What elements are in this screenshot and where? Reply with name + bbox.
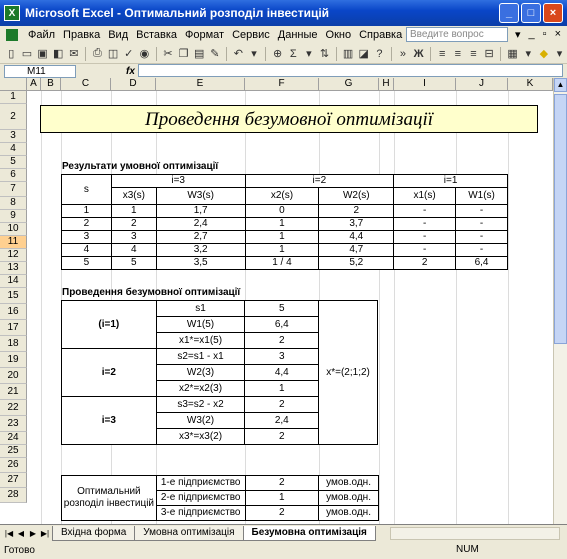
unconditional-optimization-table: [61, 300, 378, 445]
sheet-tab-bar: [0, 524, 567, 541]
table-cell[interactable]: 2: [394, 257, 456, 270]
prev-sheet-icon[interactable]: ◀: [17, 528, 25, 538]
menu-help[interactable]: Справка: [359, 29, 403, 41]
row-header-6[interactable]: 6: [0, 169, 27, 182]
row-header-17[interactable]: 17: [0, 320, 27, 336]
copy-icon[interactable]: ❐: [178, 48, 189, 60]
tab-conditional-optimization[interactable]: Умовна оптимізація: [134, 526, 243, 541]
new-icon[interactable]: ▯: [8, 48, 15, 60]
select-all-corner[interactable]: [0, 78, 27, 91]
conditional-results-table: [61, 174, 508, 270]
table-cell[interactable]: умов.одн.: [319, 491, 379, 506]
row-header-10[interactable]: 10: [0, 223, 27, 236]
first-sheet-icon[interactable]: |◀: [4, 528, 14, 538]
preview-icon[interactable]: ◫: [107, 48, 119, 60]
table-cell[interactable]: умов.одн.: [319, 476, 379, 491]
standard-toolbar: [0, 44, 567, 64]
row-header-2[interactable]: 2: [0, 104, 27, 130]
formula-bar: [0, 64, 567, 78]
column-header-f[interactable]: F: [245, 78, 319, 91]
table-cell[interactable]: 4,7: [319, 244, 394, 257]
row-header-18[interactable]: 18: [0, 336, 27, 352]
row-header-24[interactable]: 24: [0, 432, 27, 445]
row-header-25[interactable]: 25: [0, 445, 27, 458]
worksheet-grid[interactable]: [0, 78, 553, 524]
window-titlebar: [0, 0, 567, 26]
column-header-c[interactable]: C: [61, 78, 111, 91]
table-cell[interactable]: 4,4: [245, 365, 319, 381]
table-cell[interactable]: x1*=x1(5): [156, 333, 245, 349]
table-cell[interactable]: 2-е підприємство: [156, 491, 245, 506]
table-cell[interactable]: 2,7: [156, 231, 245, 244]
undo-dropdown-icon[interactable]: ▾: [251, 48, 257, 60]
menu-insert[interactable]: Вставка: [136, 29, 178, 41]
column-header-b[interactable]: B: [41, 78, 61, 91]
optimal-distribution-table: [61, 475, 379, 521]
row-header-23[interactable]: 23: [0, 416, 27, 432]
table-row: [62, 244, 508, 257]
table-row: [62, 476, 379, 491]
table-cell[interactable]: W1(5): [156, 317, 245, 333]
open-icon[interactable]: ▭: [21, 48, 33, 60]
row-header-14[interactable]: 14: [0, 275, 27, 288]
table-cell[interactable]: 2: [245, 506, 319, 521]
table-cell[interactable]: 6,4: [245, 317, 319, 333]
header-x1: x1(s): [394, 188, 456, 205]
row-header-13[interactable]: 13: [0, 262, 27, 275]
sort-icon[interactable]: ⇅: [319, 48, 330, 60]
table-cell[interactable]: -: [456, 205, 508, 218]
row-header-4[interactable]: 4: [0, 143, 27, 156]
tab-unconditional-optimization[interactable]: Безумовна оптимізація: [243, 526, 376, 541]
table-cell[interactable]: 3: [111, 231, 156, 244]
table-cell[interactable]: 1: [245, 231, 319, 244]
table-cell[interactable]: -: [394, 231, 456, 244]
hyperlink-icon[interactable]: ⊕: [273, 48, 283, 60]
spelling-icon[interactable]: ✓: [124, 48, 134, 60]
borders-icon[interactable]: ▦: [507, 48, 518, 60]
header-i2: i=2: [245, 175, 394, 188]
table-cell[interactable]: 2: [319, 205, 394, 218]
fill-color-icon[interactable]: ◆: [539, 48, 549, 60]
table-cell[interactable]: 2: [62, 218, 112, 231]
drawing-icon[interactable]: ◪: [358, 48, 369, 60]
table-cell[interactable]: s2=s1 - x1: [156, 349, 245, 365]
table-cell[interactable]: 1 / 4: [245, 257, 319, 270]
cut-icon[interactable]: ✂: [163, 48, 173, 60]
table-row: [62, 205, 508, 218]
section2-label: Проведення безумовної оптимізації: [62, 287, 241, 298]
table-cell[interactable]: 2: [245, 429, 319, 445]
row-header-9[interactable]: 9: [0, 210, 27, 223]
table-cell[interactable]: W3(2): [156, 413, 245, 429]
sheet-title: Проведення безумовної оптимізації: [40, 105, 538, 133]
fill-color-dropdown-icon[interactable]: ▾: [556, 48, 563, 60]
table-cell[interactable]: 2: [111, 218, 156, 231]
fx-icon[interactable]: fx: [126, 65, 135, 77]
name-box[interactable]: M11: [4, 65, 76, 78]
table-cell[interactable]: 1-е підприємство: [156, 476, 245, 491]
table-cell[interactable]: 3: [62, 231, 112, 244]
table-row: [62, 231, 508, 244]
row-header-3[interactable]: 3: [0, 130, 27, 143]
table-cell[interactable]: W2(3): [156, 365, 245, 381]
table-cell[interactable]: x2*=x2(3): [156, 381, 245, 397]
autosum-icon[interactable]: Σ: [289, 47, 297, 60]
table-cell[interactable]: 2: [245, 333, 319, 349]
row-header-15[interactable]: 15: [0, 288, 27, 304]
table-cell[interactable]: -: [456, 231, 508, 244]
optimal-vector: x*=(2;1;2): [319, 301, 378, 445]
table-cell[interactable]: s3=s2 - x2: [156, 397, 245, 413]
align-right-icon[interactable]: ≡: [470, 47, 477, 60]
close-button[interactable]: ×: [543, 3, 563, 23]
menu-view[interactable]: Вид: [108, 29, 129, 41]
horizontal-scrollbar[interactable]: [390, 527, 560, 540]
menu-data[interactable]: Данные: [277, 29, 318, 41]
column-header-a[interactable]: A: [27, 78, 41, 91]
table-cell[interactable]: 2: [245, 476, 319, 491]
table-cell[interactable]: -: [394, 218, 456, 231]
menu-file[interactable]: Файл: [28, 29, 56, 41]
table-cell[interactable]: 5: [245, 301, 319, 317]
section1-label: Результати умовної оптимізації: [62, 161, 219, 172]
table-cell[interactable]: 1: [62, 205, 112, 218]
table-cell[interactable]: 1: [111, 205, 156, 218]
bold-icon[interactable]: Ж: [413, 47, 424, 60]
table-cell[interactable]: 2: [245, 397, 319, 413]
table-cell[interactable]: -: [456, 218, 508, 231]
scroll-thumb[interactable]: [554, 94, 567, 344]
table-cell[interactable]: 5: [111, 257, 156, 270]
row-header-7[interactable]: 7: [0, 182, 27, 197]
tab-input-form[interactable]: Вхідна форма: [52, 526, 135, 541]
more-buttons-icon[interactable]: »: [399, 47, 406, 60]
autosum-dropdown-icon[interactable]: ▾: [306, 48, 312, 60]
column-header-e[interactable]: E: [156, 78, 245, 91]
table-cell[interactable]: 4: [111, 244, 156, 257]
table-cell[interactable]: -: [394, 205, 456, 218]
formula-input[interactable]: [138, 64, 563, 77]
research-icon[interactable]: ◉: [139, 48, 150, 60]
table-cell[interactable]: 3,5: [156, 257, 245, 270]
row-header-28[interactable]: 28: [0, 488, 27, 503]
table-row: [62, 301, 378, 317]
table-cell[interactable]: 4: [62, 244, 112, 257]
header-i1: i=1: [394, 175, 508, 188]
table-cell[interactable]: 0: [245, 205, 319, 218]
maximize-button[interactable]: □: [521, 3, 541, 23]
row-header-8[interactable]: 8: [0, 197, 27, 210]
chart-icon[interactable]: ▥: [342, 48, 354, 60]
row-header-16[interactable]: 16: [0, 304, 27, 320]
print-icon[interactable]: ⎙: [93, 47, 102, 59]
doc-close-button[interactable]: ×: [554, 28, 561, 40]
table-cell[interactable]: 5: [62, 257, 112, 270]
row-header-22[interactable]: 22: [0, 400, 27, 416]
ask-question-input[interactable]: Введите вопрос: [406, 27, 508, 42]
align-center-icon[interactable]: ≡: [454, 47, 461, 60]
row-header-5[interactable]: 5: [0, 156, 27, 169]
format-painter-icon[interactable]: ✎: [210, 48, 220, 60]
table-cell[interactable]: 4,4: [319, 231, 394, 244]
menu-edit[interactable]: Правка: [63, 29, 101, 41]
column-header-h[interactable]: H: [379, 78, 394, 91]
table-cell[interactable]: 5,2: [319, 257, 394, 270]
column-header-i[interactable]: I: [394, 78, 456, 91]
row-header-12[interactable]: 12: [0, 249, 27, 262]
table-cell[interactable]: x3*=x3(2): [156, 429, 245, 445]
doc-restore-button[interactable]: ▫: [542, 28, 547, 40]
status-text: Готово: [4, 544, 35, 556]
group-label: i=2: [62, 349, 157, 397]
row-header-11[interactable]: 11: [0, 236, 27, 249]
column-header-g[interactable]: G: [319, 78, 379, 91]
vertical-scrollbar[interactable]: [553, 78, 567, 524]
table-cell[interactable]: 3,2: [156, 244, 245, 257]
doc-minimize-button[interactable]: _: [528, 28, 535, 40]
workbook-icon[interactable]: [6, 29, 18, 41]
header-x3: x3(s): [111, 188, 156, 205]
ask-dropdown-icon[interactable]: ▾: [515, 29, 521, 41]
status-bar: [0, 541, 567, 559]
permission-icon[interactable]: ◧: [53, 48, 64, 60]
scroll-up-icon[interactable]: ▲: [554, 78, 567, 92]
row-header-1[interactable]: 1: [0, 91, 27, 104]
table-cell[interactable]: -: [394, 244, 456, 257]
header-s: s: [62, 175, 112, 205]
table-cell[interactable]: 2,4: [245, 413, 319, 429]
header-w3: W3(s): [156, 188, 245, 205]
table-cell[interactable]: 1: [245, 491, 319, 506]
row-header-19[interactable]: 19: [0, 352, 27, 368]
excel-icon: X: [4, 5, 20, 21]
table-cell[interactable]: 1: [245, 381, 319, 397]
borders-dropdown-icon[interactable]: ▾: [525, 48, 532, 60]
header-x2: x2(s): [245, 188, 319, 205]
column-header-d[interactable]: D: [111, 78, 156, 91]
table-cell[interactable]: 1: [245, 218, 319, 231]
table-cell[interactable]: s1: [156, 301, 245, 317]
table-cell[interactable]: 3-е підприємство: [156, 506, 245, 521]
menu-tools[interactable]: Сервис: [232, 29, 270, 41]
header-i3: i=3: [111, 175, 245, 188]
paste-icon[interactable]: ▤: [194, 48, 205, 60]
table-row: [62, 257, 508, 270]
row-header-26[interactable]: 26: [0, 458, 27, 473]
row-header-21[interactable]: 21: [0, 384, 27, 400]
table-row: [62, 218, 508, 231]
group-label: (i=1): [62, 301, 157, 349]
table-cell[interactable]: 3: [245, 349, 319, 365]
row-header-27[interactable]: 27: [0, 473, 27, 488]
table-cell[interactable]: -: [456, 244, 508, 257]
num-lock-indicator: NUM: [456, 544, 479, 555]
last-sheet-icon[interactable]: ▶|: [40, 528, 50, 538]
align-left-icon[interactable]: ≡: [438, 47, 446, 60]
header-w1: W1(s): [456, 188, 508, 205]
column-header-j[interactable]: J: [456, 78, 508, 91]
table-cell[interactable]: 2,4: [156, 218, 245, 231]
table-cell[interactable]: умов.одн.: [319, 506, 379, 521]
header-w2: W2(s): [319, 188, 394, 205]
distribution-label: Оптимальний розподіл інвестицій: [62, 476, 157, 521]
undo-icon[interactable]: ↶: [233, 48, 244, 60]
menu-window[interactable]: Окно: [325, 29, 352, 41]
row-header-20[interactable]: 20: [0, 368, 27, 384]
email-icon[interactable]: ✉: [69, 48, 79, 60]
save-icon[interactable]: ▣: [37, 48, 48, 60]
menu-format[interactable]: Формат: [185, 29, 225, 41]
table-cell[interactable]: 6,4: [456, 257, 508, 270]
help-icon[interactable]: ?: [376, 47, 383, 60]
minimize-button[interactable]: _: [499, 3, 519, 23]
table-cell[interactable]: 3,7: [319, 218, 394, 231]
table-cell[interactable]: 1: [245, 244, 319, 257]
next-sheet-icon[interactable]: ▶: [29, 528, 37, 538]
table-cell[interactable]: 1,7: [156, 205, 245, 218]
merge-center-icon[interactable]: ⊟: [484, 48, 494, 60]
window-title: Microsoft Excel - Оптимальний розподіл інвестицій: [25, 6, 330, 20]
group-label: i=3: [62, 397, 157, 445]
column-header-k[interactable]: K: [508, 78, 553, 91]
